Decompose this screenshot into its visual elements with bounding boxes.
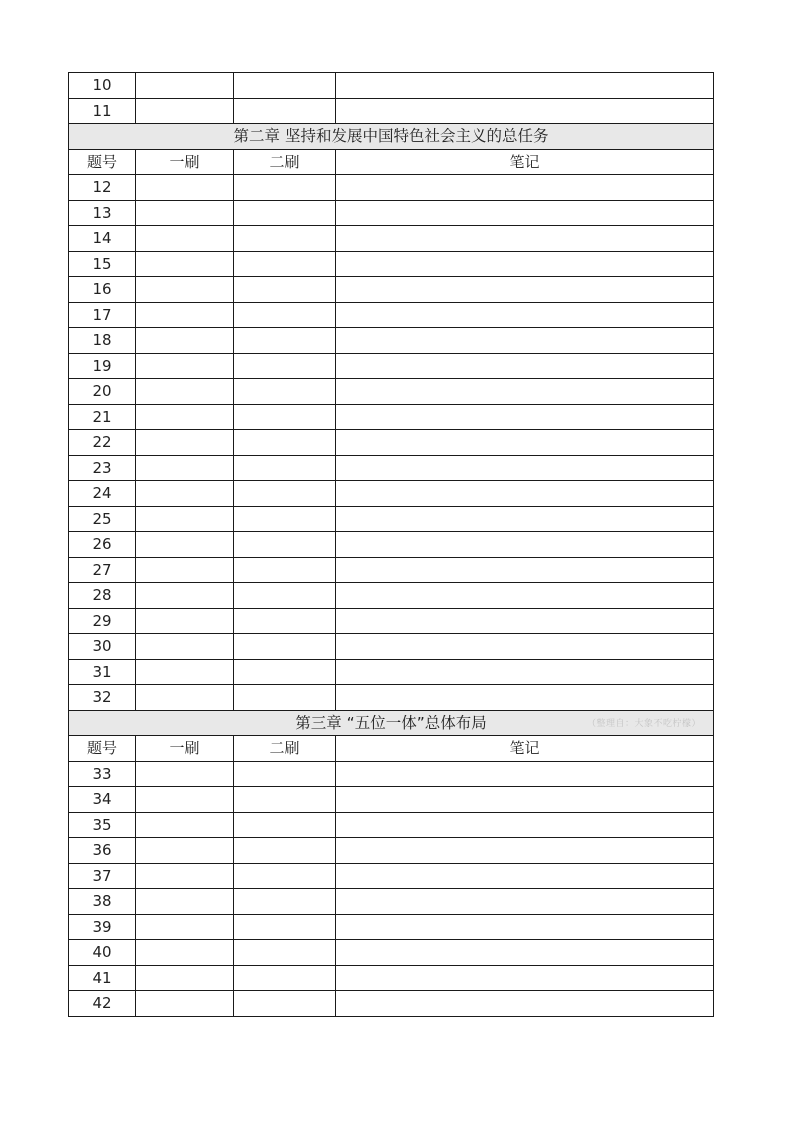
header-notes: 笔记 <box>336 149 714 175</box>
question-row <box>69 838 714 864</box>
second-pass-cell[interactable] <box>234 226 336 252</box>
question-number: 25 <box>69 506 136 532</box>
first-pass-cell[interactable] <box>136 481 234 507</box>
second-pass-cell[interactable] <box>234 787 336 813</box>
notes-cell[interactable] <box>336 532 714 558</box>
question-row <box>69 455 714 481</box>
question-row <box>69 583 714 609</box>
notes-cell[interactable] <box>336 302 714 328</box>
chapter-heading-row <box>69 710 714 736</box>
second-pass-cell[interactable] <box>234 557 336 583</box>
second-pass-cell[interactable] <box>234 404 336 430</box>
question-number: 39 <box>69 914 136 940</box>
tracker-body <box>69 73 714 1017</box>
second-pass-cell[interactable] <box>234 659 336 685</box>
notes-cell[interactable] <box>336 608 714 634</box>
second-pass-cell[interactable] <box>234 98 336 124</box>
first-pass-cell[interactable] <box>136 889 234 915</box>
question-row <box>69 430 714 456</box>
first-pass-cell[interactable] <box>136 200 234 226</box>
first-pass-cell[interactable] <box>136 991 234 1017</box>
notes-cell[interactable] <box>336 277 714 303</box>
notes-cell[interactable] <box>336 226 714 252</box>
notes-cell[interactable] <box>336 353 714 379</box>
second-pass-cell[interactable] <box>234 175 336 201</box>
question-number: 40 <box>69 940 136 966</box>
question-row <box>69 251 714 277</box>
header-first-pass: 一刷 <box>136 149 234 175</box>
second-pass-cell[interactable] <box>234 302 336 328</box>
notes-cell[interactable] <box>336 404 714 430</box>
question-number: 38 <box>69 889 136 915</box>
second-pass-cell[interactable] <box>234 379 336 405</box>
second-pass-cell[interactable] <box>234 685 336 711</box>
first-pass-cell[interactable] <box>136 226 234 252</box>
question-row <box>69 608 714 634</box>
first-pass-cell[interactable] <box>136 404 234 430</box>
first-pass-cell[interactable] <box>136 328 234 354</box>
notes-cell[interactable] <box>336 685 714 711</box>
question-row <box>69 353 714 379</box>
first-pass-cell[interactable] <box>136 659 234 685</box>
question-row <box>69 863 714 889</box>
question-number: 20 <box>69 379 136 405</box>
question-number: 35 <box>69 812 136 838</box>
question-number: 18 <box>69 328 136 354</box>
question-row <box>69 200 714 226</box>
second-pass-cell[interactable] <box>234 353 336 379</box>
question-row <box>69 277 714 303</box>
question-row <box>69 328 714 354</box>
question-number: 27 <box>69 557 136 583</box>
question-row <box>69 175 714 201</box>
question-number: 19 <box>69 353 136 379</box>
source-watermark: （整理自：大象不吃柠檬） <box>586 718 701 729</box>
notes-cell[interactable] <box>336 379 714 405</box>
question-number: 36 <box>69 838 136 864</box>
second-pass-cell[interactable] <box>234 328 336 354</box>
notes-cell[interactable] <box>336 965 714 991</box>
question-row <box>69 226 714 252</box>
chapter-heading <box>69 124 714 150</box>
first-pass-cell[interactable] <box>136 812 234 838</box>
notes-cell[interactable] <box>336 506 714 532</box>
first-pass-cell[interactable] <box>136 532 234 558</box>
first-pass-cell[interactable] <box>136 940 234 966</box>
notes-cell[interactable] <box>336 251 714 277</box>
notes-cell[interactable] <box>336 761 714 787</box>
header-question-number: 题号 <box>69 736 136 762</box>
second-pass-cell[interactable] <box>234 812 336 838</box>
first-pass-cell[interactable] <box>136 583 234 609</box>
column-header-row <box>69 736 714 762</box>
second-pass-cell[interactable] <box>234 991 336 1017</box>
question-number: 13 <box>69 200 136 226</box>
question-number: 12 <box>69 175 136 201</box>
second-pass-cell[interactable] <box>234 430 336 456</box>
notes-cell[interactable] <box>336 98 714 124</box>
notes-cell[interactable] <box>336 583 714 609</box>
notes-cell[interactable] <box>336 430 714 456</box>
question-row <box>69 787 714 813</box>
question-row <box>69 506 714 532</box>
first-pass-cell[interactable] <box>136 608 234 634</box>
second-pass-cell[interactable] <box>234 506 336 532</box>
question-number: 31 <box>69 659 136 685</box>
notes-cell[interactable] <box>336 863 714 889</box>
notes-cell[interactable] <box>336 557 714 583</box>
notes-cell[interactable] <box>336 838 714 864</box>
first-pass-cell[interactable] <box>136 353 234 379</box>
question-number: 11 <box>69 98 136 124</box>
question-number: 41 <box>69 965 136 991</box>
question-number: 10 <box>69 73 136 99</box>
chapter-heading-row <box>69 124 714 150</box>
header-first-pass: 一刷 <box>136 736 234 762</box>
second-pass-cell[interactable] <box>234 863 336 889</box>
question-row <box>69 73 714 99</box>
second-pass-cell[interactable] <box>234 532 336 558</box>
question-number: 37 <box>69 863 136 889</box>
question-row <box>69 889 714 915</box>
first-pass-cell[interactable] <box>136 914 234 940</box>
question-number: 24 <box>69 481 136 507</box>
first-pass-cell[interactable] <box>136 251 234 277</box>
first-pass-cell[interactable] <box>136 430 234 456</box>
question-row <box>69 940 714 966</box>
notes-cell[interactable] <box>336 455 714 481</box>
first-pass-cell[interactable] <box>136 506 234 532</box>
second-pass-cell[interactable] <box>234 73 336 99</box>
question-number: 34 <box>69 787 136 813</box>
first-pass-cell[interactable] <box>136 863 234 889</box>
question-row <box>69 557 714 583</box>
first-pass-cell[interactable] <box>136 685 234 711</box>
chapter-title: 第二章 坚持和发展中国特色社会主义的总任务 <box>233 127 549 146</box>
notes-cell[interactable] <box>336 940 714 966</box>
first-pass-cell[interactable] <box>136 175 234 201</box>
notes-cell[interactable] <box>336 787 714 813</box>
first-pass-cell[interactable] <box>136 277 234 303</box>
second-pass-cell[interactable] <box>234 481 336 507</box>
second-pass-cell[interactable] <box>234 251 336 277</box>
question-number: 21 <box>69 404 136 430</box>
first-pass-cell[interactable] <box>136 455 234 481</box>
question-row <box>69 685 714 711</box>
second-pass-cell[interactable] <box>234 914 336 940</box>
second-pass-cell[interactable] <box>234 940 336 966</box>
header-second-pass: 二刷 <box>234 736 336 762</box>
chapter-title: 第三章 “五位一体”总体布局 <box>295 713 487 732</box>
first-pass-cell[interactable] <box>136 302 234 328</box>
question-number: 30 <box>69 634 136 660</box>
header-question-number: 题号 <box>69 149 136 175</box>
first-pass-cell[interactable] <box>136 73 234 99</box>
question-number: 33 <box>69 761 136 787</box>
question-row <box>69 812 714 838</box>
question-row <box>69 634 714 660</box>
notes-cell[interactable] <box>336 659 714 685</box>
first-pass-cell[interactable] <box>136 787 234 813</box>
question-row <box>69 404 714 430</box>
header-second-pass: 二刷 <box>234 149 336 175</box>
notes-cell[interactable] <box>336 175 714 201</box>
question-number: 15 <box>69 251 136 277</box>
first-pass-cell[interactable] <box>136 965 234 991</box>
first-pass-cell[interactable] <box>136 98 234 124</box>
question-row <box>69 965 714 991</box>
second-pass-cell[interactable] <box>234 200 336 226</box>
second-pass-cell[interactable] <box>234 965 336 991</box>
first-pass-cell[interactable] <box>136 838 234 864</box>
notes-cell[interactable] <box>336 328 714 354</box>
question-row <box>69 302 714 328</box>
second-pass-cell[interactable] <box>234 608 336 634</box>
question-number: 14 <box>69 226 136 252</box>
second-pass-cell[interactable] <box>234 634 336 660</box>
column-header-row <box>69 149 714 175</box>
question-number: 22 <box>69 430 136 456</box>
notes-cell[interactable] <box>336 73 714 99</box>
question-number: 28 <box>69 583 136 609</box>
notes-cell[interactable] <box>336 889 714 915</box>
question-number: 29 <box>69 608 136 634</box>
question-row <box>69 659 714 685</box>
first-pass-cell[interactable] <box>136 634 234 660</box>
question-number: 16 <box>69 277 136 303</box>
question-row <box>69 914 714 940</box>
notes-cell[interactable] <box>336 481 714 507</box>
notes-cell[interactable] <box>336 200 714 226</box>
chapter-heading <box>69 710 714 736</box>
question-row <box>69 379 714 405</box>
second-pass-cell[interactable] <box>234 761 336 787</box>
notes-cell[interactable] <box>336 914 714 940</box>
question-number: 26 <box>69 532 136 558</box>
second-pass-cell[interactable] <box>234 277 336 303</box>
question-row <box>69 991 714 1017</box>
question-row <box>69 481 714 507</box>
question-number: 32 <box>69 685 136 711</box>
question-number: 17 <box>69 302 136 328</box>
notes-cell[interactable] <box>336 991 714 1017</box>
question-row <box>69 532 714 558</box>
first-pass-cell[interactable] <box>136 379 234 405</box>
notes-cell[interactable] <box>336 634 714 660</box>
second-pass-cell[interactable] <box>234 838 336 864</box>
second-pass-cell[interactable] <box>234 583 336 609</box>
notes-cell[interactable] <box>336 812 714 838</box>
first-pass-cell[interactable] <box>136 557 234 583</box>
study-tracker-table <box>68 72 714 1017</box>
header-notes: 笔记 <box>336 736 714 762</box>
question-row <box>69 98 714 124</box>
first-pass-cell[interactable] <box>136 761 234 787</box>
question-number: 23 <box>69 455 136 481</box>
second-pass-cell[interactable] <box>234 455 336 481</box>
question-number: 42 <box>69 991 136 1017</box>
second-pass-cell[interactable] <box>234 889 336 915</box>
question-row <box>69 761 714 787</box>
